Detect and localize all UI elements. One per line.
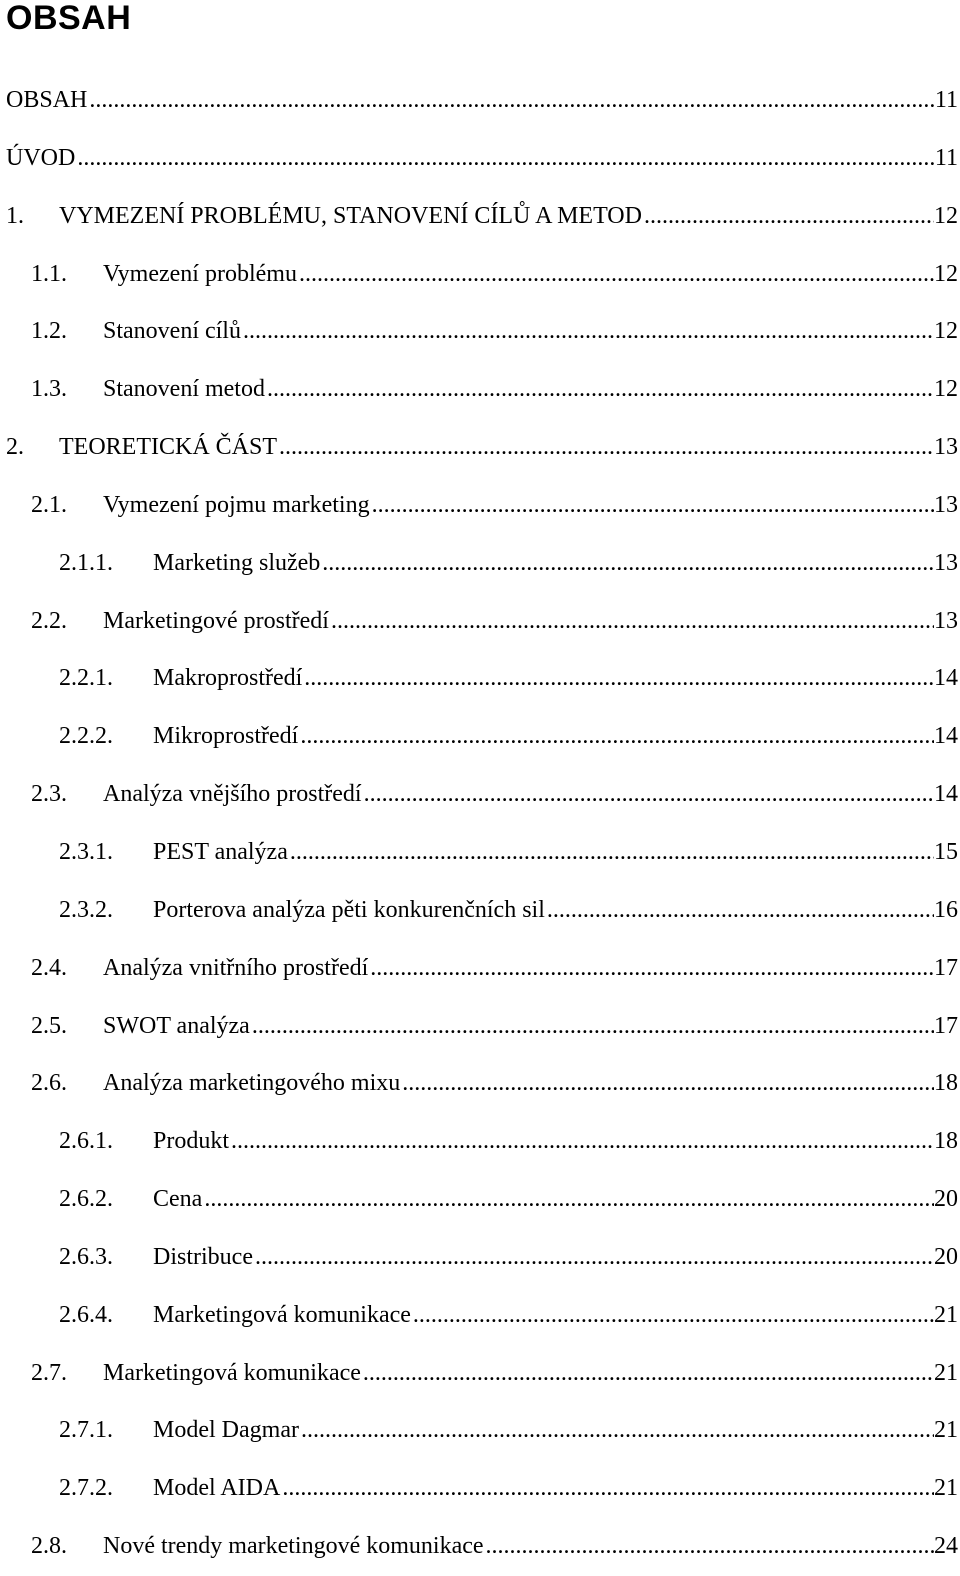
toc-entry[interactable] xyxy=(0,1229,960,1287)
toc-dot-leader xyxy=(241,303,934,361)
toc-dot-leader xyxy=(202,1171,934,1229)
toc-dot-leader xyxy=(329,593,934,651)
toc-dot-leader xyxy=(253,1229,934,1287)
toc-entry-number: 2.1. xyxy=(31,491,67,518)
toc-entry-line xyxy=(6,72,960,130)
toc-entry[interactable] xyxy=(0,1287,960,1345)
toc-entry-page-number: 13 xyxy=(934,434,958,461)
toc-entry-line xyxy=(59,1171,960,1229)
toc-entry-title: Nové trendy marketingové komunikace xyxy=(103,1533,484,1560)
toc-entry-title: Model AIDA xyxy=(153,1475,281,1502)
toc-entry-number: 1. xyxy=(6,202,24,229)
toc-entry-title: Stanovení metod xyxy=(103,376,265,403)
toc-entry-page-number: 13 xyxy=(934,491,958,518)
toc-entry-page-number: 12 xyxy=(934,260,958,287)
toc-entry-number: 2.2.1. xyxy=(59,665,113,692)
toc-entry-page-number: 21 xyxy=(934,1301,958,1328)
toc-entry[interactable] xyxy=(0,1345,960,1403)
toc-entry-page-number: 18 xyxy=(934,1070,958,1097)
toc-entry[interactable] xyxy=(0,130,960,188)
toc-dot-leader xyxy=(302,650,934,708)
toc-dot-leader xyxy=(370,477,934,535)
toc-entry-page-number: 21 xyxy=(934,1359,958,1386)
toc-entry-page-number: 14 xyxy=(934,781,958,808)
page-heading: OBSAH xyxy=(6,0,132,37)
toc-entry-number: 2.7.1. xyxy=(59,1417,113,1444)
toc-entry-number: 1.2. xyxy=(31,318,67,345)
toc-entry-line xyxy=(31,940,960,998)
toc-entry[interactable] xyxy=(0,1171,960,1229)
toc-entry-line xyxy=(59,535,960,593)
toc-entry[interactable] xyxy=(0,535,960,593)
toc-dot-leader xyxy=(277,419,934,477)
toc-entry-title: Marketingová komunikace xyxy=(103,1359,361,1386)
toc-entry[interactable] xyxy=(0,1460,960,1518)
toc-dot-leader xyxy=(320,535,934,593)
toc-entry[interactable] xyxy=(0,766,960,824)
toc-entry-line xyxy=(59,1402,960,1460)
toc-entry-page-number: 20 xyxy=(934,1243,958,1270)
toc-entry-number: 2.6.4. xyxy=(59,1301,113,1328)
toc-dot-leader xyxy=(265,361,934,419)
toc-entry[interactable] xyxy=(0,477,960,535)
toc-entry-page-number: 18 xyxy=(934,1128,958,1155)
toc-dot-leader xyxy=(400,1055,934,1113)
toc-entry[interactable] xyxy=(0,882,960,940)
toc-entry-page-number: 21 xyxy=(934,1475,958,1502)
toc-entry[interactable] xyxy=(0,940,960,998)
toc-entry[interactable] xyxy=(0,188,960,246)
toc-entry-page-number: 17 xyxy=(934,1012,958,1039)
toc-entry[interactable] xyxy=(0,1402,960,1460)
toc-entry[interactable] xyxy=(0,650,960,708)
toc-entry-title: Analýza vnějšího prostředí xyxy=(103,781,362,808)
toc-entry-number: 2.8. xyxy=(31,1533,67,1560)
toc-entry-title: Porterova analýza pěti konkurenčních sil xyxy=(153,896,545,923)
toc-entry-number: 2.2.2. xyxy=(59,723,113,750)
toc-entry-line xyxy=(31,1518,960,1576)
toc-dot-leader xyxy=(297,246,934,304)
toc-dot-leader xyxy=(484,1518,934,1576)
toc-entry[interactable] xyxy=(0,593,960,651)
toc-entry-number: 2.7.2. xyxy=(59,1475,113,1502)
toc-entry[interactable] xyxy=(0,72,960,130)
toc-dot-leader xyxy=(298,708,934,766)
toc-entry-number: 2.3. xyxy=(31,781,67,808)
toc-entry-number: 2.4. xyxy=(31,954,67,981)
toc-entry-title: Model Dagmar xyxy=(153,1417,299,1444)
toc-entry[interactable] xyxy=(0,998,960,1056)
toc-entry-line xyxy=(6,188,960,246)
toc-entry-page-number: 11 xyxy=(934,87,958,113)
toc-entry[interactable] xyxy=(0,361,960,419)
toc-entry-page-number: 21 xyxy=(934,1417,958,1444)
toc-entry-page-number: 13 xyxy=(934,549,958,576)
toc-dot-leader xyxy=(280,1460,934,1518)
table-of-contents xyxy=(0,72,960,1576)
toc-entry-title: Vymezení pojmu marketing xyxy=(103,491,370,518)
toc-entry-number: 2.3.1. xyxy=(59,838,113,865)
toc-entry-line xyxy=(59,824,960,882)
toc-entry[interactable] xyxy=(0,303,960,361)
toc-dot-leader xyxy=(299,1402,934,1460)
toc-entry-line xyxy=(31,477,960,535)
toc-entry-title: Makroprostředí xyxy=(153,665,303,692)
toc-entry[interactable] xyxy=(0,1518,960,1576)
toc-entry-line xyxy=(59,1229,960,1287)
toc-entry-number: 2.6.2. xyxy=(59,1186,113,1213)
toc-entry-title: Distribuce xyxy=(153,1243,253,1270)
toc-entry-line xyxy=(31,1055,960,1113)
toc-entry-page-number: 15 xyxy=(934,838,958,865)
toc-entry-line xyxy=(59,882,960,940)
toc-entry-title: Vymezení problému xyxy=(103,260,297,287)
toc-entry-line xyxy=(59,708,960,766)
toc-entry-number: 2. xyxy=(6,434,24,461)
toc-entry-page-number: 14 xyxy=(934,723,958,750)
toc-entry-title: Analýza marketingového mixu xyxy=(103,1070,401,1097)
toc-entry-page-number: 13 xyxy=(934,607,958,634)
toc-dot-leader xyxy=(288,824,934,882)
toc-entry-line xyxy=(31,1345,960,1403)
toc-dot-leader xyxy=(642,188,934,246)
toc-entry[interactable] xyxy=(0,246,960,304)
toc-entry-number: 2.6.1. xyxy=(59,1128,113,1155)
toc-entry-line xyxy=(31,593,960,651)
toc-entry-number: 2.2. xyxy=(31,607,67,634)
toc-entry-line xyxy=(31,246,960,304)
toc-dot-leader xyxy=(229,1113,934,1171)
toc-entry-title: SWOT analýza xyxy=(103,1012,250,1039)
toc-entry-line xyxy=(6,130,960,188)
toc-entry[interactable] xyxy=(0,1113,960,1171)
toc-entry-page-number: 14 xyxy=(934,665,958,692)
toc-entry-title: VYMEZENÍ PROBLÉMU, STANOVENÍ CÍLŮ A METOD xyxy=(59,202,642,229)
toc-entry-number: 1.1. xyxy=(31,260,67,287)
toc-entry-number: 1.3. xyxy=(31,376,67,403)
toc-entry-title: OBSAH xyxy=(6,87,88,113)
toc-entry-line xyxy=(59,1460,960,1518)
toc-dot-leader xyxy=(411,1287,934,1345)
toc-entry[interactable] xyxy=(0,824,960,882)
toc-dot-leader xyxy=(87,72,935,130)
toc-entry-line xyxy=(31,766,960,824)
toc-entry-line xyxy=(59,650,960,708)
toc-entry-title: Produkt xyxy=(153,1128,230,1155)
toc-dot-leader xyxy=(250,998,934,1056)
toc-entry-line xyxy=(59,1287,960,1345)
toc-entry-number: 2.6. xyxy=(31,1070,67,1097)
toc-entry-line xyxy=(31,361,960,419)
toc-entry-title: PEST analýza xyxy=(153,838,288,865)
toc-entry-line xyxy=(6,419,960,477)
toc-entry-page-number: 24 xyxy=(934,1533,958,1560)
toc-entry-number: 2.3.2. xyxy=(59,896,113,923)
toc-entry-page-number: 16 xyxy=(934,896,958,923)
toc-entry-title: Analýza vnitřního prostředí xyxy=(103,954,369,981)
toc-entry-number: 2.5. xyxy=(31,1012,67,1039)
toc-entry-page-number: 11 xyxy=(934,144,958,171)
toc-entry-title: Stanovení cílů xyxy=(103,318,241,345)
toc-entry-title: Marketingová komunikace xyxy=(153,1301,411,1328)
toc-entry-line xyxy=(31,303,960,361)
toc-entry-number: 2.6.3. xyxy=(59,1243,113,1270)
toc-entry-title: Cena xyxy=(153,1186,203,1213)
toc-entry-line xyxy=(31,998,960,1056)
toc-entry-page-number: 12 xyxy=(934,376,958,403)
toc-dot-leader xyxy=(545,882,934,940)
toc-entry-page-number: 12 xyxy=(934,318,958,345)
toc-entry-page-number: 17 xyxy=(934,954,958,981)
toc-entry-title: ÚVOD xyxy=(6,144,76,171)
toc-entry[interactable] xyxy=(0,419,960,477)
toc-entry[interactable] xyxy=(0,1055,960,1113)
toc-entry-title: Mikroprostředí xyxy=(153,723,299,750)
toc-entry-line xyxy=(59,1113,960,1171)
toc-dot-leader xyxy=(362,766,934,824)
toc-entry-title: Marketing služeb xyxy=(153,549,321,576)
toc-entry-page-number: 20 xyxy=(934,1186,958,1213)
toc-entry[interactable] xyxy=(0,708,960,766)
toc-dot-leader xyxy=(368,940,934,998)
toc-entry-number: 2.1.1. xyxy=(59,549,113,576)
toc-dot-leader xyxy=(75,130,935,188)
toc-entry-page-number: 12 xyxy=(934,202,958,229)
toc-entry-number: 2.7. xyxy=(31,1359,67,1386)
toc-entry-title: TEORETICKÁ ČÁST xyxy=(59,434,277,461)
toc-dot-leader xyxy=(361,1345,934,1403)
toc-entry-title: Marketingové prostředí xyxy=(103,607,329,634)
